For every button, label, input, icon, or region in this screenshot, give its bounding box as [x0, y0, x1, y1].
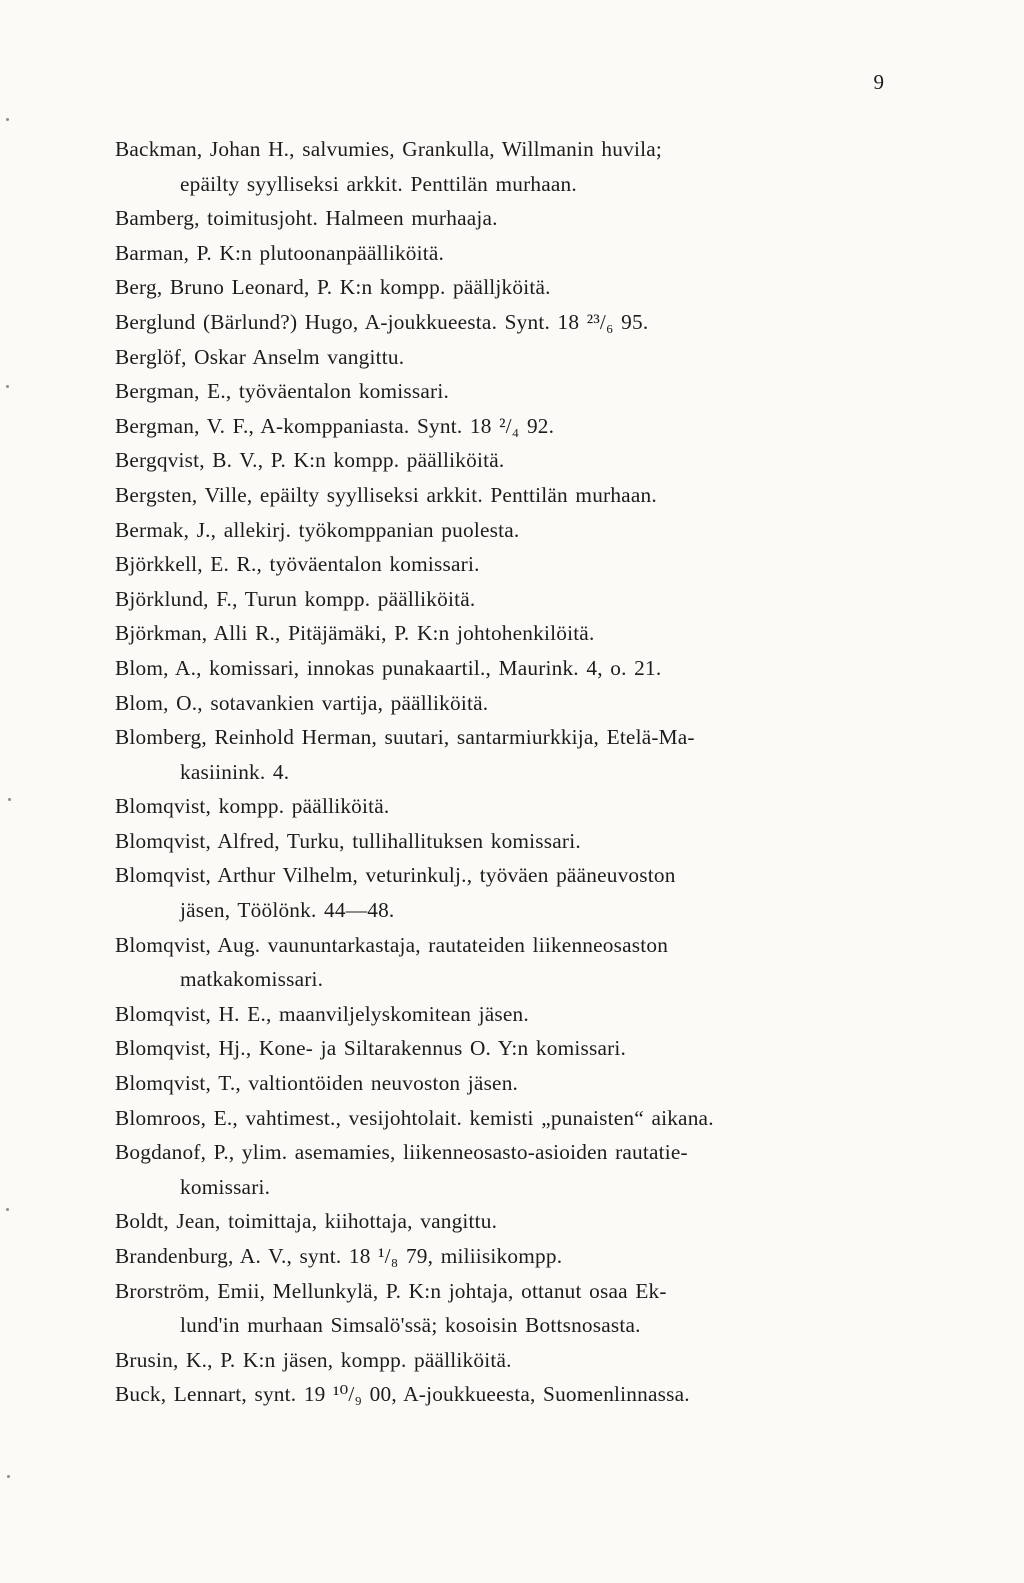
register-entry: [117, 1274, 895, 1343]
entry-line: Blomqvist, Hj., Kone- ja Siltarakennus O. Y:n komissari.: [115, 1036, 627, 1061]
register-entry: [117, 1101, 895, 1136]
entry-line: Björklund, F., Turun kompp. päälliköitä.: [115, 586, 476, 611]
entry-continuation-line: matkakomissari.: [180, 967, 324, 992]
register-entry: [117, 616, 895, 651]
register-entry: [117, 720, 895, 789]
register-entry: [117, 132, 895, 201]
register-entry: [117, 858, 895, 927]
scan-speck: [7, 1475, 10, 1478]
entry-line: Blomqvist, T., valtiontöiden neuvoston jäsen.: [115, 1071, 519, 1096]
name-register-list: [117, 132, 895, 1412]
entry-line: Berg, Bruno Leonard, P. K:n kompp. päälljköitä.: [115, 275, 551, 300]
register-entry: [117, 1377, 895, 1412]
scan-speck: [8, 798, 11, 801]
entry-line: Bergman, E., työväentalon komissari.: [115, 379, 449, 404]
register-entry: [117, 201, 895, 236]
entry-line: Blomqvist, H. E., maanviljelyskomitean jäsen.: [115, 1001, 529, 1026]
entry-line: Brorström, Emii, Mellunkylä, P. K:n johtaja, ottanut osaa Ek-: [115, 1278, 667, 1303]
entry-line: Blomqvist, Alfred, Turku, tullihallituksen komissari.: [115, 828, 581, 853]
page-number: 9: [873, 70, 884, 94]
entry-line: Blom, O., sotavankien vartija, päälliköitä.: [115, 690, 489, 715]
register-entry: [117, 686, 895, 721]
entry-line: Brusin, K., P. K:n jäsen, kompp. päälliköitä.: [115, 1347, 512, 1372]
register-entry: [117, 1343, 895, 1378]
entry-line: Blom, A., komissari, innokas punakaartil., Maurink. 4, o. 21.: [115, 655, 662, 680]
entry-continuation-line: kasiinink. 4.: [180, 759, 290, 784]
scan-speck: [6, 1208, 9, 1211]
register-entry: [117, 651, 895, 686]
register-entry: [117, 1066, 895, 1101]
scan-speck: [6, 385, 9, 388]
register-entry: [117, 789, 895, 824]
register-entry: [117, 582, 895, 617]
entry-line: Bogdanof, P., ylim. asemamies, liikenneosasto-asioiden rautatie-: [115, 1140, 688, 1165]
register-entry: [117, 547, 895, 582]
register-entry: [117, 478, 895, 513]
entry-line: Berglöf, Oskar Anselm vangittu.: [115, 344, 405, 369]
entry-line: Blomberg, Reinhold Herman, suutari, santarmiurkkija, Etelä-Ma-: [115, 725, 695, 750]
entry-line: Björkkell, E. R., työväentalon komissari.: [115, 552, 480, 577]
register-entry: [117, 443, 895, 478]
register-entry: [117, 928, 895, 997]
register-entry: [117, 236, 895, 271]
entry-continuation-line: epäilty syylliseksi arkkit. Penttilän murhaan.: [180, 171, 577, 196]
register-entry: [117, 1135, 895, 1204]
register-entry: [117, 1204, 895, 1239]
register-entry: [117, 1031, 895, 1066]
entry-line: Boldt, Jean, toimittaja, kiihottaja, vangittu.: [115, 1209, 498, 1234]
entry-line: Brandenburg, A. V., synt. 18 ¹/₈ 79, miliisikompp.: [115, 1244, 563, 1268]
register-entry: [117, 340, 895, 375]
entry-line: Bergsten, Ville, epäilty syylliseksi arkkit. Penttilän murhaan.: [115, 482, 657, 507]
entry-line: Backman, Johan H., salvumies, Grankulla, Willmanin huvila;: [115, 137, 662, 161]
register-entry: [117, 409, 895, 444]
entry-line: Blomqvist, Arthur Vilhelm, veturinkulj., työväen pääneuvoston: [115, 863, 676, 888]
register-entry: [117, 513, 895, 548]
register-entry: [117, 824, 895, 859]
entry-line: Bermak, J., allekirj. työkomppanian puolesta.: [115, 517, 520, 542]
entry-line: Bergman, V. F., A-komppaniasta. Synt. 18 ²/₄ 92.: [115, 413, 555, 438]
entry-line: Buck, Lennart, synt. 19 ¹⁰/₉ 00, A-joukkueesta, Suomenlinnassa.: [115, 1382, 690, 1407]
entry-continuation-line: lund'in murhaan Simsalö'ssä; kosoisin Bottsnosasta.: [180, 1313, 641, 1338]
register-entry: [117, 305, 895, 340]
entry-line: Blomroos, E., vahtimest., vesijohtolait. kemisti „punaisten“ aikana.: [115, 1105, 714, 1130]
entry-line: Blomqvist, kompp. päälliköitä.: [115, 794, 390, 819]
register-entry: [117, 374, 895, 409]
entry-continuation-line: jäsen, Töölönk. 44—48.: [180, 898, 395, 923]
entry-line: Björkman, Alli R., Pitäjämäki, P. K:n johtohenkilöitä.: [115, 621, 595, 646]
register-entry: [117, 270, 895, 305]
entry-line: Barman, P. K:n plutoonanpäälliköitä.: [115, 240, 445, 265]
scan-speck: [6, 118, 9, 121]
entry-continuation-line: komissari.: [180, 1174, 271, 1199]
entry-line: Berglund (Bärlund?) Hugo, A-joukkueesta. Synt. 18 ²³/₆ 95.: [115, 309, 649, 334]
register-entry: [117, 1239, 895, 1274]
entry-line: Blomqvist, Aug. vaununtarkastaja, rautateiden liikenneosaston: [115, 932, 669, 957]
register-entry: [117, 997, 895, 1032]
entry-line: Bamberg, toimitusjoht. Halmeen murhaaja.: [115, 206, 498, 231]
entry-line: Bergqvist, B. V., P. K:n kompp. päälliköitä.: [115, 448, 505, 473]
